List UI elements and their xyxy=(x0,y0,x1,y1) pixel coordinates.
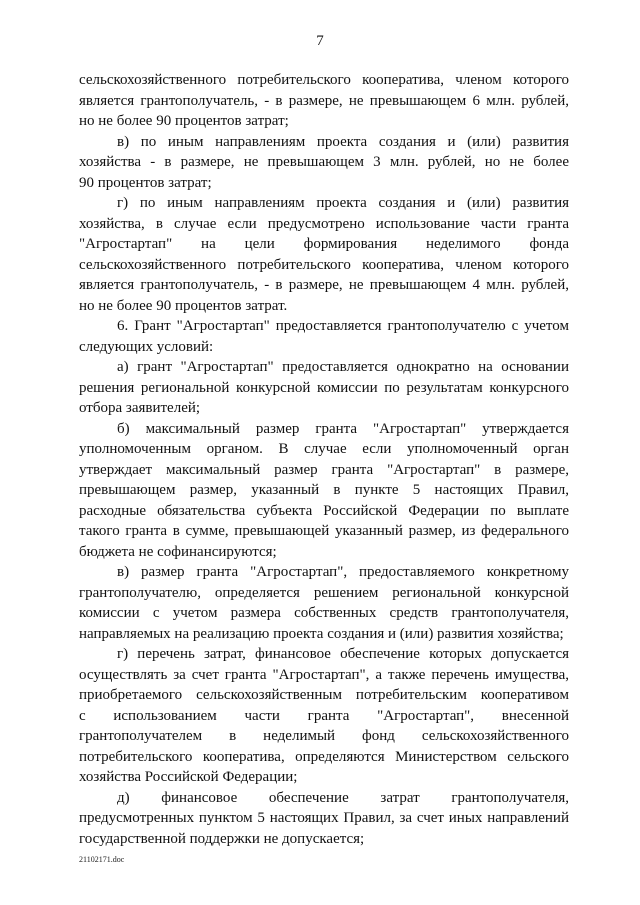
text-line: грантополучателем в неделимый фонд сельскохозяйственного xyxy=(79,728,569,744)
text-line: потребительского кооператива, определяются Министерством сельского xyxy=(79,748,569,765)
paragraph-p3 xyxy=(79,193,569,316)
text-line: г) перечень затрат, финансовое обеспечение которых допускается xyxy=(117,646,569,662)
text-line: решения региональной конкурсной комиссии по результатам конкурсного xyxy=(79,379,569,396)
text-line: следующих условий: xyxy=(79,338,214,355)
paragraph-p9 xyxy=(79,788,569,850)
text-line: является грантополучатель, - в размере, не превышающем 4 млн. рублей, xyxy=(79,277,569,293)
text-line: утверждает максимальный размер гранта "Агростартап" в размере, xyxy=(79,461,569,478)
text-line: с использованием части гранта "Агростартап", внесенной xyxy=(79,707,569,724)
text-line: сельскохозяйственного потребительского кооператива, членом которого xyxy=(79,256,569,273)
text-line: предусмотренных пунктом 5 настоящих Правил, за счет иных направлений xyxy=(79,810,569,826)
text-line: бюджета не софинансируются; xyxy=(79,543,277,560)
text-line: 6. Грант "Агростартап" предоставляется грантополучателю с учетом xyxy=(117,318,569,334)
paragraph-p2 xyxy=(79,132,569,194)
text-line: а) грант "Агростартап" предоставляется однократно на основании xyxy=(117,359,569,375)
text-line: б) максимальный размер гранта "Агростартап" утверждается xyxy=(117,420,569,437)
text-line: сельскохозяйственного потребительского кооператива, членом которого xyxy=(79,72,569,88)
text-line: 90 процентов затрат; xyxy=(79,174,212,191)
document-body xyxy=(79,70,569,849)
paragraph-p5 xyxy=(79,357,569,419)
text-line: г) по иным направлениям проекта создания и (или) развития xyxy=(117,195,569,211)
text-line: комиссии с учетом размера собственных средств грантополучателя, xyxy=(79,605,569,621)
text-line: приобретаемого сельскохозяйственным потребительским кооперативом xyxy=(79,687,569,703)
text-line: осуществлять за счет гранта "Агростартап", а также перечень имущества, xyxy=(79,666,569,683)
paragraph-p7 xyxy=(79,562,569,644)
text-line: д) финансовое обеспечение затрат грантополучателя, xyxy=(117,789,569,806)
page-number: 7 xyxy=(316,33,324,49)
paragraph-p6 xyxy=(79,419,569,563)
text-line: в) размер гранта "Агростартап", предоставляемого конкретному xyxy=(117,564,569,580)
text-line: отбора заявителей; xyxy=(79,400,201,416)
text-line: направляемых на реализацию проекта создания и (или) развития хозяйства; xyxy=(79,625,564,642)
document-file-code: 21102171.doc xyxy=(79,855,125,864)
paragraph-p1 xyxy=(79,70,569,132)
text-line: хозяйства Российской Федерации; xyxy=(79,769,298,785)
text-line: хозяйства, в случае если предусмотрено использование части гранта xyxy=(79,215,569,232)
text-line: "Агростартап" на цели формирования неделимого фонда xyxy=(79,236,569,252)
text-line: такого гранта в сумме, превышающей указанный размер, из федерального xyxy=(79,523,569,539)
text-line: уполномоченным органом. В случае если уполномоченный орган xyxy=(79,441,569,457)
paragraph-p8 xyxy=(79,644,569,788)
text-line: в) по иным направлениям проекта создания и (или) развития xyxy=(117,133,569,150)
text-line: является грантополучатель, - в размере, не превышающем 6 млн. рублей, xyxy=(79,92,569,109)
paragraph-p4 xyxy=(79,316,569,357)
text-line: хозяйства - в размере, не превышающем 3 млн. рублей, но не более xyxy=(79,154,569,170)
text-line: грантополучателю, определяется решением региональной конкурсной xyxy=(79,584,569,601)
text-line: но не более 90 процентов затрат. xyxy=(79,297,288,314)
text-line: но не более 90 процентов затрат; xyxy=(79,113,289,129)
text-line: превышающем размер, указанный в пункте 5 настоящих Правил, xyxy=(79,482,569,498)
text-line: расходные обязательства субъекта Российской Федерации по выплате xyxy=(79,502,569,519)
text-line: государственной поддержки не допускается; xyxy=(79,830,365,847)
